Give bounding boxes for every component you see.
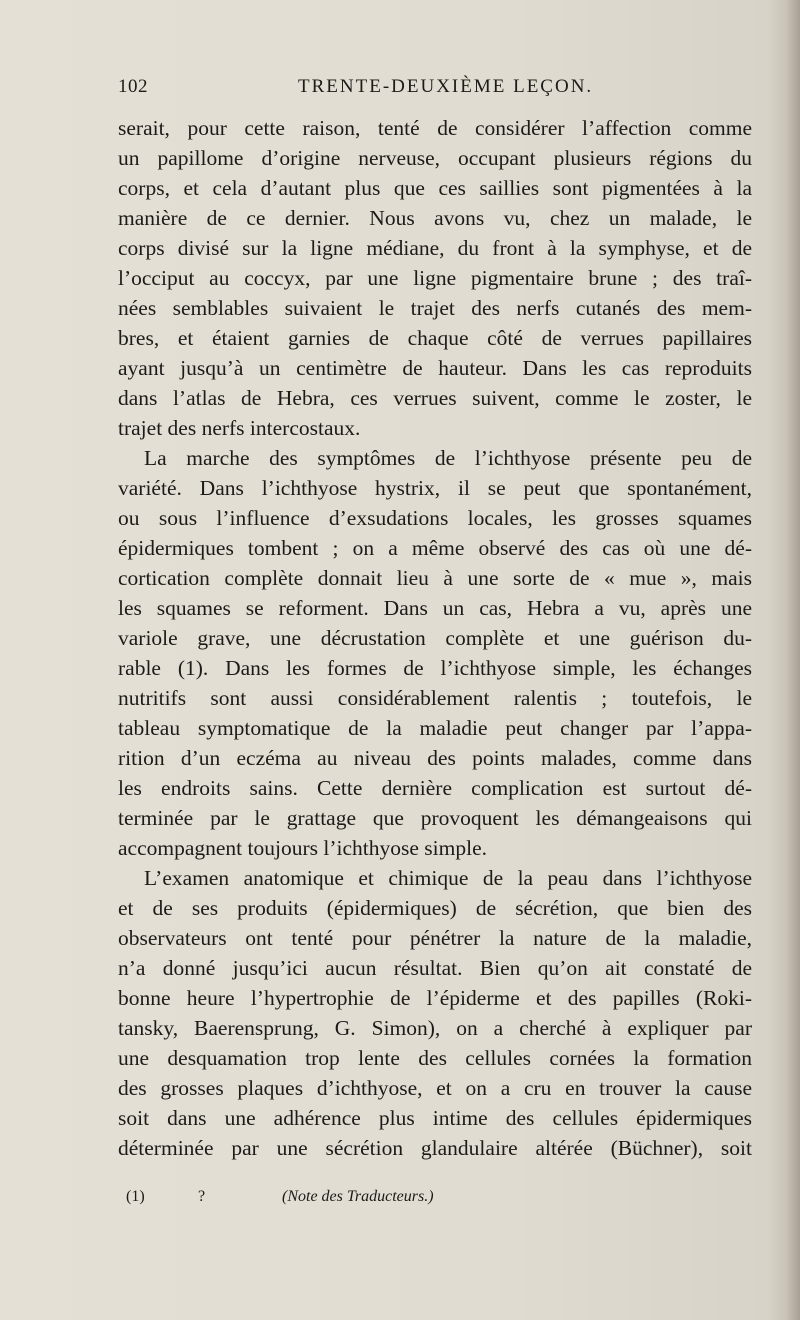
text-line: les endroits sains. Cette dernière complication est surtout dé- bbox=[118, 776, 752, 800]
text-line: corps divisé sur la ligne médiane, du front à la symphyse, et de bbox=[118, 236, 752, 260]
text-line: dans l’atlas de Hebra, ces verrues suivent, comme le zoster, le bbox=[118, 386, 752, 410]
text-line: variété. Dans l’ichthyose hystrix, il se peut que spontanément, bbox=[118, 476, 752, 500]
text-line: serait, pour cette raison, tenté de considérer l’affection comme bbox=[118, 116, 752, 140]
text-line: ou sous l’influence d’exsudations locales, les grosses squames bbox=[118, 506, 752, 530]
footnote bbox=[126, 1188, 726, 1212]
text-line: une desquamation trop lente des cellules cornées la formation bbox=[118, 1046, 752, 1070]
text-line: nutritifs sont aussi considérablement ralentis ; toutefois, le bbox=[118, 686, 752, 710]
footnote-symbol: ? bbox=[198, 1188, 206, 1205]
text-line: ayant jusqu’à un centimètre de hauteur. Dans les cas reproduits bbox=[118, 356, 752, 380]
text-line: rition d’un eczéma au niveau des points malades, comme dans bbox=[118, 746, 752, 770]
text-line: tansky, Baerensprung, G. Simon), on a cherché à expliquer par bbox=[118, 1016, 752, 1040]
text-line: déterminée par une sécrétion glandulaire altérée (Büchner), soit bbox=[118, 1136, 752, 1160]
text-line: et de ses produits (épidermiques) de sécrétion, que bien des bbox=[118, 896, 752, 920]
page-edge-shadow bbox=[786, 0, 800, 1320]
text-line: un papillome d’origine nerveuse, occupant plusieurs régions du bbox=[118, 146, 752, 170]
text-line: tableau symptomatique de la maladie peut changer par l’appa- bbox=[118, 716, 752, 740]
footnote-marker: (1) bbox=[126, 1188, 145, 1205]
text-line: accompagnent toujours l’ichthyose simple. bbox=[118, 836, 487, 860]
text-line: l’occiput au coccyx, par une ligne pigmentaire brune ; des traî- bbox=[118, 266, 752, 290]
text-line: L’examen anatomique et chimique de la peau dans l’ichthyose bbox=[144, 866, 752, 890]
text-line: soit dans une adhérence plus intime des cellules épidermiques bbox=[118, 1106, 752, 1130]
text-line: rable (1). Dans les formes de l’ichthyose simple, les échanges bbox=[118, 656, 752, 680]
text-line: les squames se reforment. Dans un cas, Hebra a vu, après une bbox=[118, 596, 752, 620]
text-line: cortication complète donnait lieu à une sorte de « mue », mais bbox=[118, 566, 752, 590]
running-title: TRENTE-DEUXIÈME LEÇON. bbox=[298, 76, 594, 97]
text-line: bres, et étaient garnies de chaque côté de verrues papillaires bbox=[118, 326, 752, 350]
text-line: n’a donné jusqu’ici aucun résultat. Bien qu’on ait constaté de bbox=[118, 956, 752, 980]
footnote-note: (Note des Traducteurs.) bbox=[282, 1188, 434, 1205]
text-line: trajet des nerfs intercostaux. bbox=[118, 416, 361, 440]
running-header bbox=[118, 76, 752, 102]
text-line: variole grave, une décrustation complète et une guérison du- bbox=[118, 626, 752, 650]
text-line: des grosses plaques d’ichthyose, et on a cru en trouver la cause bbox=[118, 1076, 752, 1100]
text-line: nées semblables suivaient le trajet des nerfs cutanés des mem- bbox=[118, 296, 752, 320]
text-line: manière de ce dernier. Nous avons vu, chez un malade, le bbox=[118, 206, 752, 230]
text-line: terminée par le grattage que provoquent les démangeaisons qui bbox=[118, 806, 752, 830]
body-text bbox=[118, 113, 752, 1163]
page-number: 102 bbox=[118, 76, 148, 97]
text-line: observateurs ont tenté pour pénétrer la nature de la maladie, bbox=[118, 926, 752, 950]
text-line: épidermiques tombent ; on a même observé des cas où une dé- bbox=[118, 536, 752, 560]
text-line: corps, et cela d’autant plus que ces saillies sont pigmentées à la bbox=[118, 176, 752, 200]
text-line: bonne heure l’hypertrophie de l’épiderme et des papilles (Roki- bbox=[118, 986, 752, 1010]
text-line: La marche des symptômes de l’ichthyose présente peu de bbox=[144, 446, 752, 470]
